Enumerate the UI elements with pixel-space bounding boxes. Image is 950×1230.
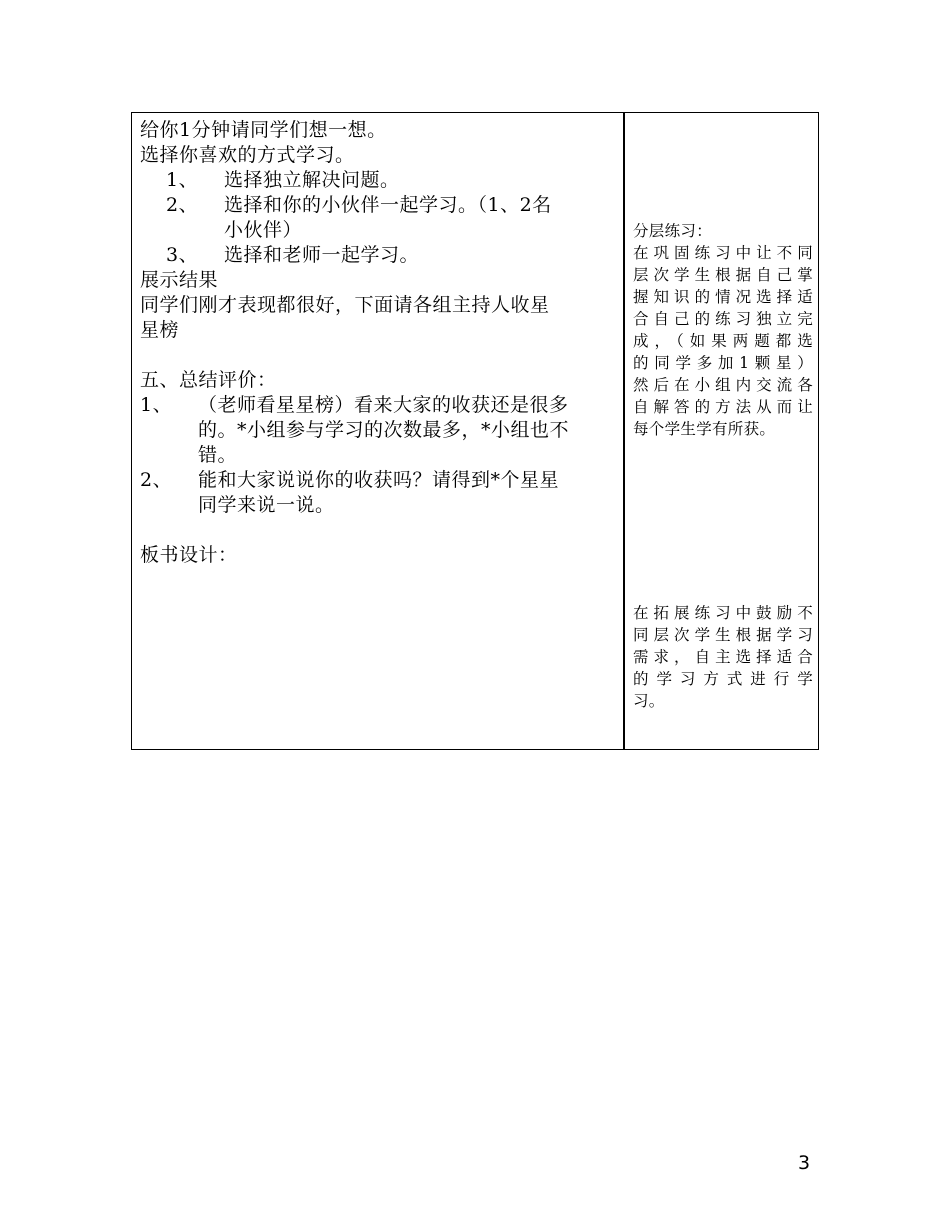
note-line: 在巩固练习中让不同 [633,244,813,262]
teaching-process-column [140,118,618,568]
board-design-heading: 板书设计： [140,544,238,566]
note-line: 合自己的练习独立完 [633,310,813,328]
note-line: 每个学生学有所获。 [633,420,776,438]
extension-practice-note [633,602,813,712]
note-line: 在拓展练习中鼓励不 [633,604,813,622]
option-number: 3、 [166,244,199,266]
option-2 [140,193,618,218]
intro-line-1: 给你1分钟请同学们想一想。 [140,119,387,141]
section-5-title: 五、总结评价： [140,369,277,391]
summary-1-line-2: 的。*小组参与学习的次数最多，*小组也不 [198,419,570,441]
note-line: 成，（如果两题都选 [633,332,813,350]
note-line: 握知识的情况选择适 [633,288,813,306]
praise-line-2: 星榜 [140,319,180,341]
note-line: 层次学生根据自己掌 [633,266,813,284]
note-line: 的同学多加1颗星） [633,354,813,372]
note-line: 然后在小组内交流各 [633,376,813,394]
intro-line-2: 选择你喜欢的方式学习。 [140,144,355,166]
praise-line-1: 同学们刚才表现都很好，下面请各组主持人收星 [140,294,550,316]
page-number: 3 [798,1152,811,1174]
summary-1-line-3: 错。 [198,444,238,466]
note-line: 习。 [633,692,665,710]
note-line: 的学习方式进行学 [633,670,813,688]
summary-number: 2、 [140,469,173,491]
column-divider [623,113,625,749]
layered-practice-note [633,220,813,440]
note-line: 需求，自主选择适合 [633,648,813,666]
option-1 [140,168,618,193]
option-number: 2、 [166,194,199,216]
show-results: 展示结果 [140,269,219,291]
option-3 [140,243,618,268]
summary-1 [140,393,618,418]
summary-2 [140,468,618,493]
summary-text: （老师看星星榜）看来大家的收获还是很多 [198,394,569,416]
note-line: 同层次学生根据学习 [633,626,813,644]
summary-2-line-2: 同学来说一说。 [198,494,335,516]
summary-text: 能和大家说说你的收获吗？请得到*个星星 [198,469,560,491]
option-text: 选择和老师一起学习。 [224,244,420,266]
summary-number: 1、 [140,394,173,416]
option-number: 1、 [166,169,199,191]
option-text: 选择和你的小伙伴一起学习。（1、2名 [224,194,552,216]
note-line: 自解答的方法从而让 [633,398,813,416]
lesson-plan-table [131,112,819,750]
option-text: 选择独立解决问题。 [224,169,400,191]
option-2-continued: 小伙伴） [224,219,303,241]
note-title: 分层练习： [633,222,713,240]
